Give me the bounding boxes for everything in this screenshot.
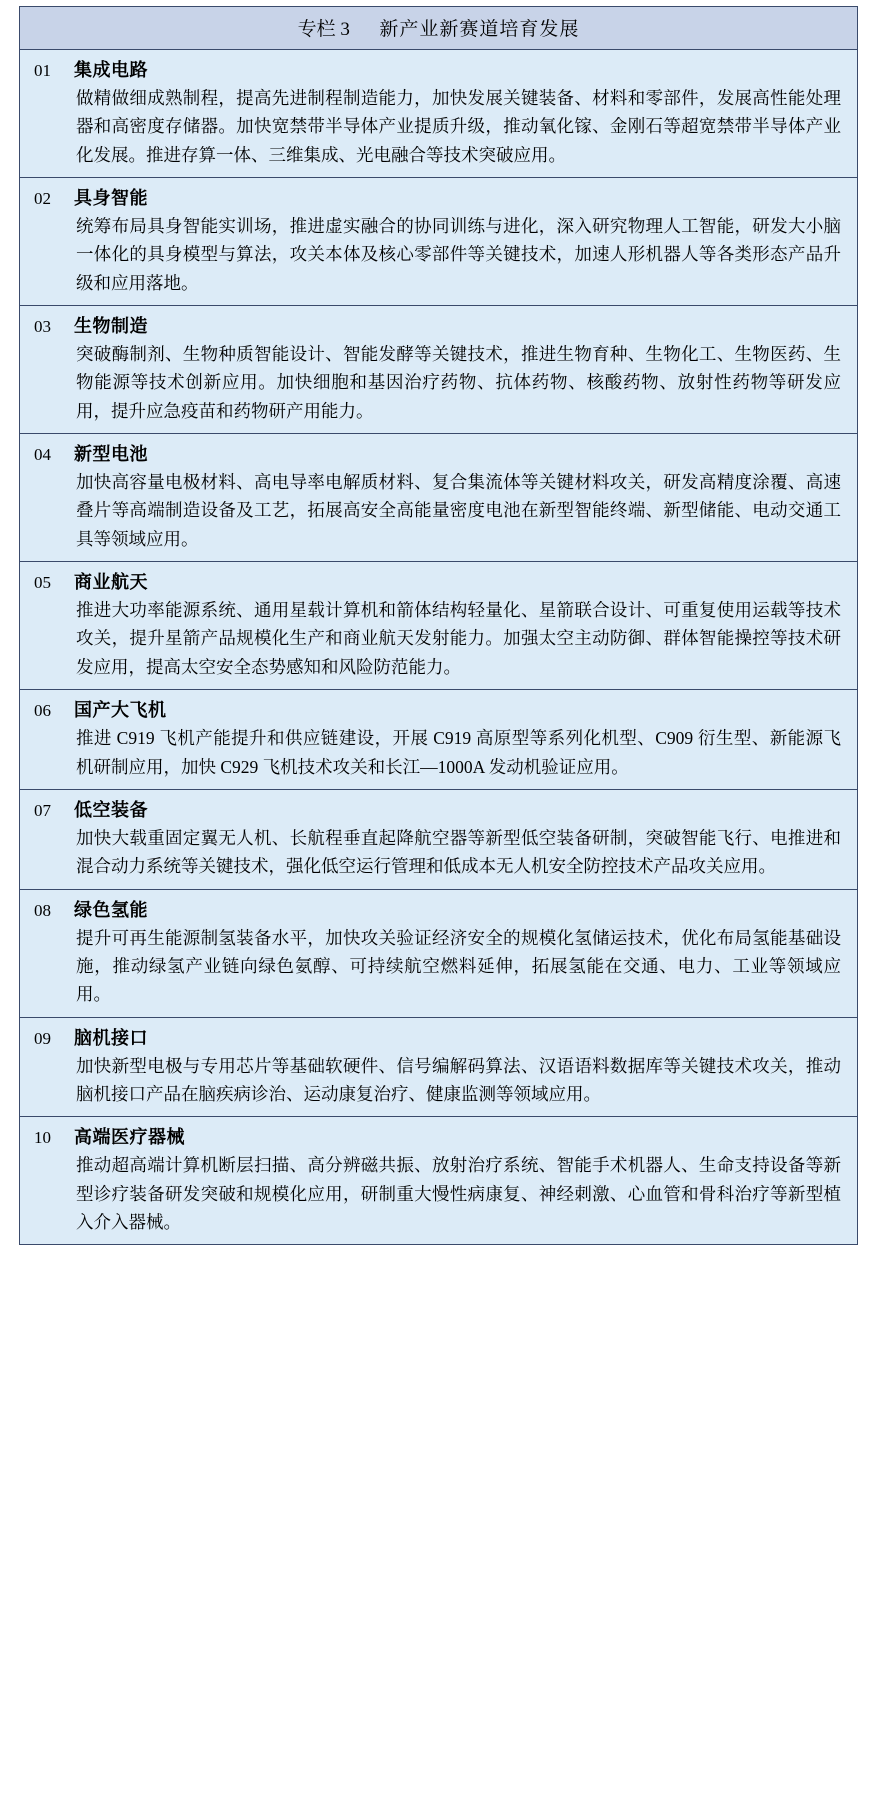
row-header <box>34 440 843 466</box>
table-row <box>20 890 857 1018</box>
table-title-bar <box>20 7 857 50</box>
row-number: 03 <box>34 317 51 337</box>
table-row <box>20 790 857 890</box>
row-body: 推进 C919 飞机产能提升和供应链建设，开展 C919 高原型等系列化机型、C909 衍生型、新能源飞机研制应用，加快 C929 飞机技术攻关和长江—1000A 发动机验证应用。 <box>76 728 841 777</box>
table-row <box>20 690 857 790</box>
row-title: 脑机接口 <box>74 1027 148 1048</box>
row-header <box>34 896 843 922</box>
table-row <box>20 1018 857 1118</box>
row-body: 突破酶制剂、生物种质智能设计、智能发酵等关键技术，推进生物育种、生物化工、生物医药、生物能源等技术创新应用。加快细胞和基因治疗药物、抗体药物、核酸药物、放射性药物等研发应用，提升应急疫苗和药物研产用能力。 <box>76 344 841 421</box>
row-number: 06 <box>34 701 51 721</box>
row-body: 推进大功率能源系统、通用星载计算机和箭体结构轻量化、星箭联合设计、可重复使用运载等技术攻关，提升星箭产品规模化生产和商业航天发射能力。加强太空主动防御、群体智能操控等技术研发应用，提高太空安全态势感知和风险防范能力。 <box>76 600 841 677</box>
row-body: 提升可再生能源制氢装备水平，加快攻关验证经济安全的规模化氢储运技术，优化布局氢能基础设施，推动绿氢产业链向绿色氨醇、可持续航空燃料延伸，拓展氢能在交通、电力、工业等领域应用。 <box>76 927 841 1005</box>
row-number: 04 <box>34 445 51 465</box>
row-number: 05 <box>34 573 51 593</box>
row-title: 集成电路 <box>74 60 148 80</box>
row-body: 加快高容量电极材料、高电导率电解质材料、复合集流体等关键材料攻关，研发高精度涂覆、高速叠片等高端制造设备及工艺，拓展高安全高能量密度电池在新型智能终端、新型储能、电动交通工具等领域应用。 <box>76 472 841 549</box>
row-body: 做精做细成熟制程，提高先进制程制造能力，加快发展关键装备、材料和零部件，发展高性能处理器和高密度存储器。加快宽禁带半导体产业提质升级，推动氧化镓、金刚石等超宽禁带半导体产业化发展。推进存算一体、三维集成、光电融合等技术突破应用。 <box>76 88 841 165</box>
row-header <box>34 568 843 594</box>
row-number: 02 <box>34 189 51 209</box>
row-body: 推动超高端计算机断层扫描、高分辨磁共振、放射治疗系统、智能手术机器人、生命支持设备等新型诊疗装备研发突破和规模化应用，研制重大慢性病康复、神经刺激、心血管和骨科治疗等新型植入介入器械。 <box>76 1155 841 1232</box>
row-body: 统筹布局具身智能实训场，推进虚实融合的协同训练与进化，深入研究物理人工智能，研发大小脑一体化的具身模型与算法，攻关本体及核心零部件等关键技术，加速人形机器人等各类形态产品升级和应用落地。 <box>76 216 841 293</box>
row-header <box>34 796 843 822</box>
row-body: 加快新型电极与专用芯片等基础软硬件、信号编解码算法、汉语语料数据库等关键技术攻关，推动脑机接口产品在脑疾病诊治、运动康复治疗、健康监测等领域应用。 <box>76 1055 841 1104</box>
row-header <box>34 312 843 338</box>
row-header <box>34 56 843 82</box>
row-title: 具身智能 <box>74 188 148 209</box>
row-header <box>34 1024 843 1050</box>
row-title: 生物制造 <box>74 316 148 337</box>
table-row <box>20 562 857 690</box>
row-number: 08 <box>34 900 51 920</box>
row-title: 绿色氢能 <box>74 899 148 920</box>
table-row <box>20 1117 857 1244</box>
row-number: 09 <box>34 1028 51 1048</box>
row-header <box>34 184 843 210</box>
row-number: 10 <box>34 1128 51 1148</box>
table-row <box>20 306 857 434</box>
table-label: 专栏 3 <box>297 19 350 40</box>
table-row <box>20 178 857 306</box>
page-title: 新产业新赛道培育发展 <box>379 19 580 40</box>
row-number: 01 <box>34 61 51 80</box>
row-title: 低空装备 <box>74 799 148 820</box>
row-number: 07 <box>34 800 51 820</box>
feature-box-table <box>19 6 858 1245</box>
row-title: 国产大飞机 <box>74 700 167 721</box>
row-title: 商业航天 <box>74 572 148 593</box>
row-header <box>34 1123 843 1149</box>
table-row <box>20 434 857 562</box>
row-title: 高端医疗器械 <box>74 1127 185 1148</box>
row-header <box>34 696 843 722</box>
document-page <box>0 6 877 1799</box>
table-row <box>20 50 857 178</box>
row-body: 加快大载重固定翼无人机、长航程垂直起降航空器等新型低空装备研制，突破智能飞行、电推进和混合动力系统等关键技术，强化低空运行管理和低成本无人机安全防控技术产品攻关应用。 <box>76 827 841 877</box>
row-title: 新型电池 <box>74 444 148 465</box>
